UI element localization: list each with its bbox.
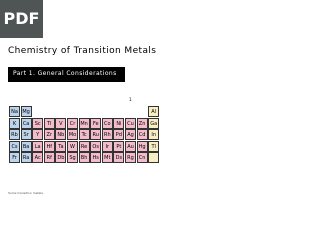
element-cell-cs: Cs	[9, 141, 20, 152]
element-cell-cr: Cr	[67, 118, 78, 129]
pdf-badge: PDF	[0, 0, 43, 38]
element-cell-rh: Rh	[102, 129, 113, 140]
element-cell-w: W	[67, 141, 78, 152]
element-cell-zr: Zr	[44, 129, 55, 140]
element-cell-fr: Fr	[9, 152, 20, 163]
element-cell-cu: Cu	[125, 118, 136, 129]
element-cell-pd: Pd	[113, 129, 124, 140]
element-cell-rb: Rb	[9, 129, 20, 140]
element-cell-fe: Fe	[90, 118, 101, 129]
element-cell-v: V	[55, 118, 66, 129]
element-cell-os: Os	[90, 141, 101, 152]
element-cell-y: Y	[32, 129, 43, 140]
element-cell-co: Co	[102, 118, 113, 129]
element-cell-re: Re	[79, 141, 90, 152]
element-cell-mg: Mg	[21, 106, 32, 117]
element-cell-la: La	[32, 141, 43, 152]
element-cell-ni: Ni	[113, 118, 124, 129]
document-subtitle: Part 1. General Considerations	[13, 70, 117, 77]
element-cell-na: Na	[9, 106, 20, 117]
element-cell-blank	[148, 152, 159, 163]
element-cell-pt: Pt	[113, 141, 124, 152]
element-cell-in: In	[148, 129, 159, 140]
element-cell-hg: Hg	[137, 141, 148, 152]
element-cell-cd: Cd	[137, 129, 148, 140]
element-cell-mo: Mo	[67, 129, 78, 140]
element-cell-mn: Mn	[79, 118, 90, 129]
element-cell-tl: Tl	[148, 141, 159, 152]
element-cell-ac: Ac	[32, 152, 43, 163]
element-cell-rf: Rf	[44, 152, 55, 163]
element-cell-hs: Hs	[90, 152, 101, 163]
element-cell-zn: Zn	[137, 118, 148, 129]
element-cell-ag: Ag	[125, 129, 136, 140]
element-cell-al: Al	[148, 106, 159, 117]
figure-caption: Some transition metals	[8, 191, 43, 195]
element-cell-ds: Ds	[113, 152, 124, 163]
element-cell-sc: Sc	[32, 118, 43, 129]
element-cell-nb: Nb	[55, 129, 66, 140]
element-cell-k: K	[9, 118, 20, 129]
element-cell-sr: Sr	[21, 129, 32, 140]
element-cell-hf: Hf	[44, 141, 55, 152]
element-cell-cn: Cn	[137, 152, 148, 163]
element-cell-rg: Rg	[125, 152, 136, 163]
element-cell-bh: Bh	[79, 152, 90, 163]
element-cell-au: Au	[125, 141, 136, 152]
element-cell-sg: Sg	[67, 152, 78, 163]
element-cell-tc: Tc	[79, 129, 90, 140]
element-cell-ga: Ga	[148, 118, 159, 129]
element-cell-db: Db	[55, 152, 66, 163]
corner-label: 1	[129, 97, 132, 102]
element-cell-ba: Ba	[21, 141, 32, 152]
element-cell-ti: Ti	[44, 118, 55, 129]
document-title: Chemistry of Transition Metals	[8, 46, 157, 56]
element-cell-ta: Ta	[55, 141, 66, 152]
element-cell-ra: Ra	[21, 152, 32, 163]
element-cell-mt: Mt	[102, 152, 113, 163]
element-cell-ru: Ru	[90, 129, 101, 140]
element-cell-ir: Ir	[102, 141, 113, 152]
element-cell-ca: Ca	[21, 118, 32, 129]
